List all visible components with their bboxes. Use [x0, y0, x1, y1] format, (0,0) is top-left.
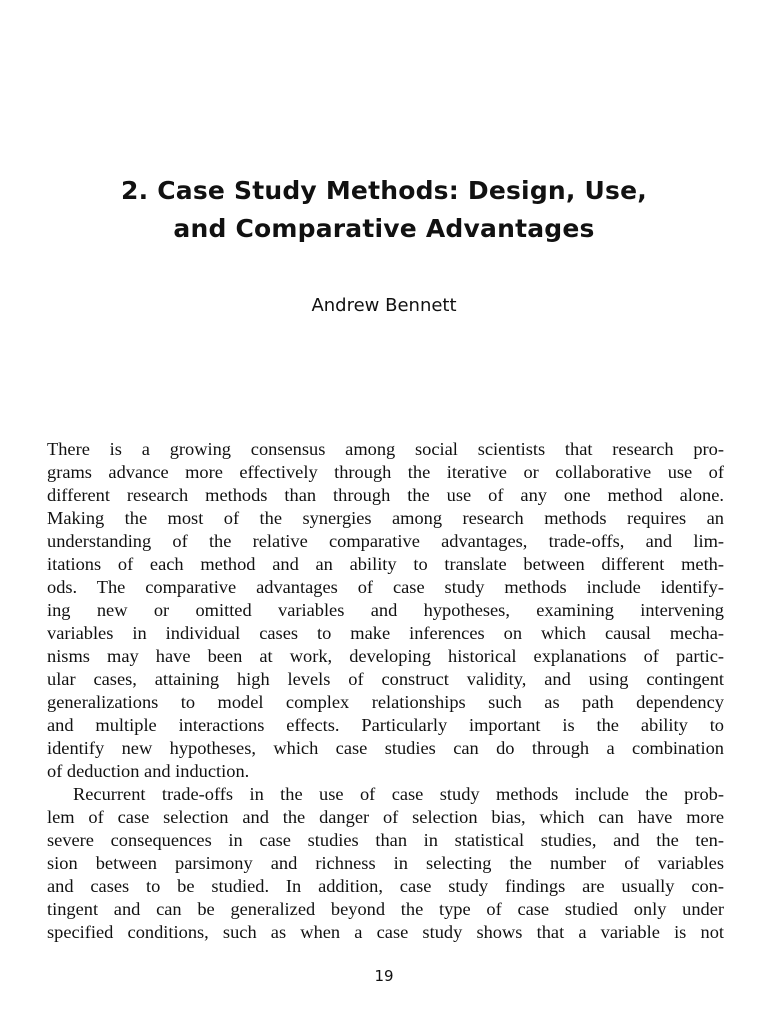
paragraph-1: [47, 438, 724, 783]
text-line: specified conditions, such as when a case study shows that a variable is not: [47, 922, 724, 942]
text-line: lem of case selection and the danger of selection bias, which can have more: [47, 807, 724, 827]
text-line: ular cases, attaining high levels of construct validity, and using contingent: [47, 669, 724, 689]
text-line: of deduction and induction.: [47, 761, 250, 781]
page-number: 19: [374, 967, 394, 985]
text-line: identify new hypotheses, which case studies can do through a combination: [47, 738, 724, 758]
text-line: and multiple interactions effects. Particularly important is the ability to: [47, 715, 724, 735]
text-line: generalizations to model complex relationships such as path dependency: [47, 692, 724, 712]
chapter-title-line-2: and Comparative Advantages: [173, 214, 595, 243]
text-line: ods. The comparative advantages of case study methods include identify-: [47, 577, 724, 597]
text-line: understanding of the relative comparative advantages, trade-offs, and lim-: [47, 531, 724, 551]
text-line: There is a growing consensus among social scientists that research pro-: [47, 439, 724, 459]
text-line: nisms may have been at work, developing historical explanations of partic-: [47, 646, 724, 666]
chapter-title-line-1: 2. Case Study Methods: Design, Use,: [121, 176, 647, 205]
text-line: sion between parsimony and richness in selecting the number of variables: [47, 853, 724, 873]
chapter-title: [0, 172, 768, 248]
chapter-author: Andrew Bennett: [311, 295, 457, 316]
text-line: tingent and can be generalized beyond the type of case studied only under: [47, 899, 724, 919]
text-line: different research methods than through the use of any one method alone.: [47, 485, 724, 505]
text-line: grams advance more effectively through the iterative or collaborative use of: [47, 462, 724, 482]
text-line: Making the most of the synergies among research methods requires an: [47, 508, 724, 528]
text-line: itations of each method and an ability to translate between different meth-: [47, 554, 724, 574]
text-line: and cases to be studied. In addition, case study findings are usually con-: [47, 876, 724, 896]
text-line: Recurrent trade-offs in the use of case study methods include the prob-: [73, 784, 724, 804]
text-line: severe consequences in case studies than in statistical studies, and the ten-: [47, 830, 724, 850]
body-text: [47, 438, 724, 944]
text-line: ing new or omitted variables and hypotheses, examining intervening: [47, 600, 724, 620]
text-line: variables in individual cases to make inferences on which causal mecha-: [47, 623, 724, 643]
paragraph-2: [47, 783, 724, 944]
